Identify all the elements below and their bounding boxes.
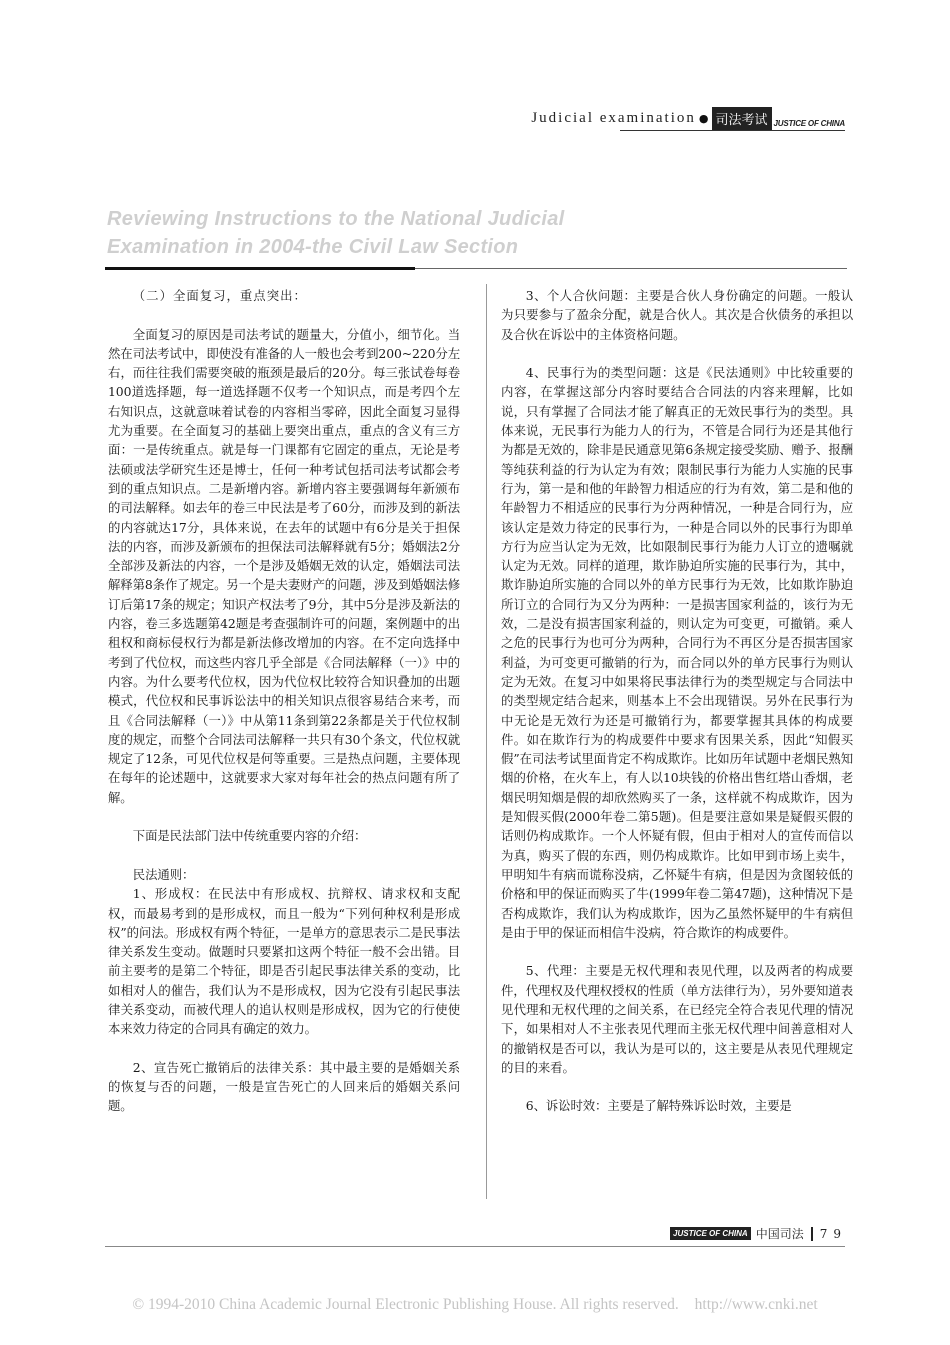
- article-title: [107, 205, 565, 261]
- paragraph: 下面是民法部门法中传统重要内容的介绍：: [132, 828, 367, 844]
- paragraph: 全面复习的原因是司法考试的题量大，分值小，细节化。当然在司法考试中，即使没有准备的人一般也会考到200~220分左右，而往往我们需要突破的瓶颈是最后的20分。每三张试卷每卷100道选择题，每一道选择题不仅考一个知识点，而是考四个左右知识点，这就意味着试卷的内容相当零碎，因此全面复习显得尤为重要。在全面复习的基础上要突出重点，重点的含义有三方面：一是传统重点。就是每一门课都有它固定的重点，无论是考法硕或法学研究生还是博士，任何一种考试包括司法考试都会考到的重点知识点。二是新增内容。新增内容主要强调每年新颁布的司法解释。如去年的卷三中民法是考了60分，而涉及到的新法的内容就达17分，具体来说，在去年的试题中有6分是关于担保法的内容，而涉及新颁布的担保法司法解释就有5分；婚姻法2分全部涉及新法的内容，一个是涉及婚姻无效的认定，婚姻法司法解释第8条作了规定。另一个是夫妻财产的问题，涉及到婚姻法修订后第17条的规定；知识产权法考了9分，其中5分是涉及新法的内容，卷三多选题第42题是考查强制许可的问题，案例题中的出租权和商标侵权行为都是新法修改增加的内容。在不定向选择中考到了代位权，而这些内容几乎全部是《合同法解释（一）》中的内容。为什么要考代位权，因为代位权比较符合知识叠加的出题模式，代位权和民事诉讼法中的相关知识点很容易结合来考，而且《合同法解释（一）》中从第11条到第22条都是关于代位权制度的规定，而整个合同法司法解释一共只有30个条文，代位权就规定了12条，可见代位权是何等重要。三是热点问题，主要体现在每年的论述题中，这就要求大家对每年社会的热点问题有所了解。: [108, 326, 460, 805]
- header-dot-icon: ●: [698, 111, 709, 125]
- paragraph: 3、个人合伙问题：主要是合伙人身份确定的问题。一般认为只要参与了盈余分配，就是合伙人。其次是合伙债务的承担以及合伙在诉讼中的主体资格问题。: [501, 288, 853, 342]
- paragraph: 民法通则：: [132, 866, 195, 882]
- copyright-watermark: [0, 1296, 950, 1314]
- right-column: [501, 286, 853, 1116]
- paragraph: 4、民事行为的类型问题：这是《民法通则》中比较重要的内容，在掌握这部分内容时要结合合同法的内容来理解，比如说，只有掌握了合同法才能了解真正的无效民事行为的类型。具体来说，无民事行为能力人的行为，不管是合同行为还是其他行为都是无效的，除非是民通意见第6条规定接受奖励、赠予、报酬等纯获利益的行为认定为有效；限制民事行为能力人实施的民事行为，第一是和他的年龄智力相适应的行为有效，第二是和他的年龄智力不相适应的民事行为分两种情况，一种是合同行为，应该认定是效力待定的民事行为，一种是合同以外的民事行为即单方行为应当认定为无效，比如限制民事行为能力人订立的遗嘱就认定为无效。同样的道理，欺诈胁迫所实施的民事行为，其中，欺诈胁迫所实施的合同以外的单方民事行为无效，比如欺诈胁迫所订立的合同行为又分为两种：一是损害国家利益的，该行为无效，二是没有损害国家利益的，则认定为可变更，可撤销。乘人之危的民事行为也可分为两种，合同行为不再区分是否损害国家利益，为可变更可撤销的行为，而合同以外的单方民事行为则认定为无效。在复习中如果将民事法律行为的类型规定与合同法中的类型规定结合起来，则基本上不会出现错误。另外在民事行为中无论是无效行为还是可撤销行为，都要掌握其具体的构成要件。如在欺诈行为的构成要件中要求有因果关系，因此“知假买假”在司法考试里面肯定不构成欺诈。比如历年试题中老烟民熟知烟的价格，在火车上，有人以10块钱的价格出售红塔山香烟，老烟民明知烟是假的却欣然购买了一条，这样就不构成欺诈，因为是知假买假(2000年卷二第5题)。但是要注意如果是疑假买假的话则仍构成欺诈。一个人怀疑有假，但由于相对人的宣传而信以为真，购买了假的东西，则仍构成欺诈。比如甲到市场上卖牛，甲明知牛有病而谎称没病，乙怀疑牛有病，但是因为贪图较低的价格和甲的保证而购买了牛(1999年卷二第47题)，这种情况下是否构成欺诈，我们认为构成欺诈，因为乙虽然怀疑甲的牛有病但是由于甲的保证而相信牛没病，符合欺诈的构成要件。: [501, 365, 853, 940]
- page-number: 79: [819, 1226, 847, 1241]
- paragraph: 5、代理：主要是无权代理和表见代理，以及两者的构成要件，代理权及代理权授权的性质（单方法律行为），另外要知道表见代理和无权代理的之间关系，在已经完全符合表见代理的情况下，如果相对人不主张表见代理而主张无权代理中间善意相对人的撤销权是否可以，我认为是可以的，这主要是从表见代理规定的目的来看。: [501, 963, 853, 1075]
- header-rule: [620, 130, 845, 131]
- copyright-text: © 1994-2010 China Academic Journal Electronic Publishing House. All rights reserved.: [132, 1296, 679, 1313]
- header-english: Judicial examination: [531, 109, 696, 126]
- page-footer: [670, 1225, 847, 1242]
- footer-rule: [105, 1246, 845, 1247]
- paragraph: （二）全面复习，重点突出：: [132, 288, 307, 303]
- column-divider: [486, 284, 487, 1199]
- paragraph: 2、宣告死亡撤销后的法律关系：其中最主要的是婚姻关系的恢复与否的问题，一般是宣告死亡的人回来后的婚姻关系问题。: [108, 1059, 460, 1114]
- footer-journal-cn: 中国司法: [755, 1227, 804, 1241]
- header-journal: JUSTICE OF CHINA: [773, 118, 845, 128]
- left-column: [108, 286, 460, 1116]
- title-rule-thick: [105, 267, 415, 270]
- article-title-line-2: Examination in 2004-the Civil Law Section: [107, 236, 519, 258]
- copyright-url: http://www.cnki.net: [694, 1296, 818, 1313]
- running-header: [531, 108, 845, 128]
- paragraph: 6、诉讼时效：主要是了解特殊诉讼时效，主要是: [525, 1098, 792, 1114]
- title-rule-thin: [415, 268, 847, 269]
- article-title-line-1: Reviewing Instructions to the National Judicial: [107, 208, 565, 230]
- header-chinese: 司法考试: [712, 107, 772, 130]
- paragraph: 1、形成权：在民法中有形成权、抗辩权、请求权和支配权，而最易考到的是形成权，而且一般为“下列何种权利是形成权”的问法。形成权有两个特征，一是单方的意思表示二是民事法律关系发生变动。做题时只要紧扣这两个特征一般不会出错。目前主要考的是第二个特征，即是否引起民事法律关系的变动，比如相对人的催告，我们认为不是形成权，因为它没有引起民事法律关系变动，而被代理人的追认权则是形成权，因为它的行使使本来效力待定的合同具有确定的效力。: [108, 886, 460, 1037]
- footer-journal: JUSTICE OF CHINA: [670, 1227, 751, 1240]
- footer-separator: [811, 1227, 813, 1241]
